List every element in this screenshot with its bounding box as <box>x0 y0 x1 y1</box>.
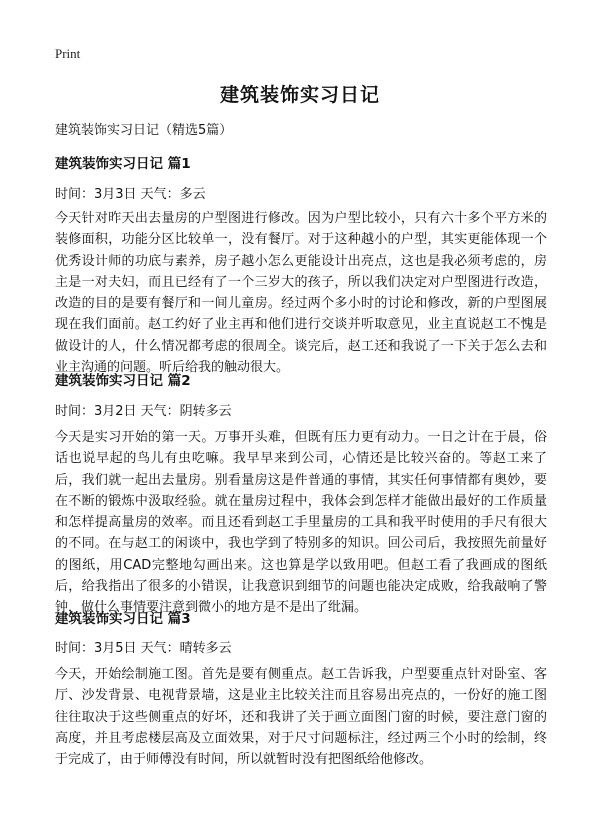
entry-1-meta: 时间：3月3日 天气：多云 <box>55 187 206 202</box>
document-subtitle: 建筑装饰实习日记（精选5篇） <box>55 123 233 138</box>
entry-2-meta: 时间：3月2日 天气：阴转多云 <box>55 404 232 419</box>
entry-3-body: 今天，开始绘制施工图。首先是要有侧重点。赵工告诉我，户型要重点针对卧室、客厅、沙发背景、电视背景墙，这是业主比较关注而且容易出亮点的，一份好的施工图往往取决于这些侧重点的好坏，还和我讲了关于画立面图门窗的时候，要注意门窗的高度，并且考虑楼层高及立面效果，对于尺寸问题标注，经过两三个小时的绘制，终于完成了，由于师傅没有时间，所以就暂时没有把图纸给他修改。 <box>55 667 547 768</box>
entry-2-heading: 建筑装饰实习日记 篇2 <box>55 373 191 389</box>
entry-3-heading: 建筑装饰实习日记 篇3 <box>55 611 191 627</box>
page-title: 建筑装饰实习日记 <box>219 84 380 106</box>
entry-1-heading: 建筑装饰实习日记 篇1 <box>55 156 191 172</box>
entry-2-body: 今天是实习开始的第一天。万事开头难，但既有压力更有动力。一日之计在于晨，俗话也说早起的鸟儿有虫吃嘛。我早早来到公司，心情还是比较兴奋的。等赵工来了后，我们就一起出去量房。别看量房这是件普通的事情，其实任何事情都有奥妙，要在不断的锻炼中汲取经验。就在量房过程中，我体会到怎样才能做出最好的工作质量和怎样提高量房的效率。而且还看到赵工手里量房的工具和我平时使用的手尺有很大的不同。在与赵工的闲谈中，我也学到了特别多的知识。回公司后，我按照先前量好的图纸，用CAD完整地勾画出来。这也算是学以致用吧。但赵工看了我画成的图纸后，给我指出了很多的小错误，让我意识到细节的问题也能决定成败，给我敲响了警钟，做什么事情要注意到微小的地方是不是出了纰漏。 <box>55 430 547 616</box>
entry-3-meta: 时间：3月5日 天气：晴转多云 <box>55 641 232 656</box>
print-link[interactable]: Print <box>55 46 81 61</box>
entry-1-body: 今天针对昨天出去量房的户型图进行修改。因为户型比较小，只有六十多个平方米的装修面积，功能分区比较单一，没有餐厅。对于这种越小的户型，其实更能体现一个优秀设计师的功底与素养，房子越小怎么更能设计出亮点，这也是我必须考虑的，房主是一对夫妇，而且已经有了一个三岁大的孩子，所以我们决定对户型图进行改造，改造的目的是要有餐厅和一间儿童房。经过两个多小时的讨论和修改，新的户型图展现在我们面前。赵工约好了业主再和他们进行交谈并听取意见，业主直说赵工不愧是做设计的人，什么情况都考虑的很周全。谈完后，赵工还和我说了一下关于怎么去和业主沟通的问题。听后给我的触动很大。 <box>55 211 547 376</box>
